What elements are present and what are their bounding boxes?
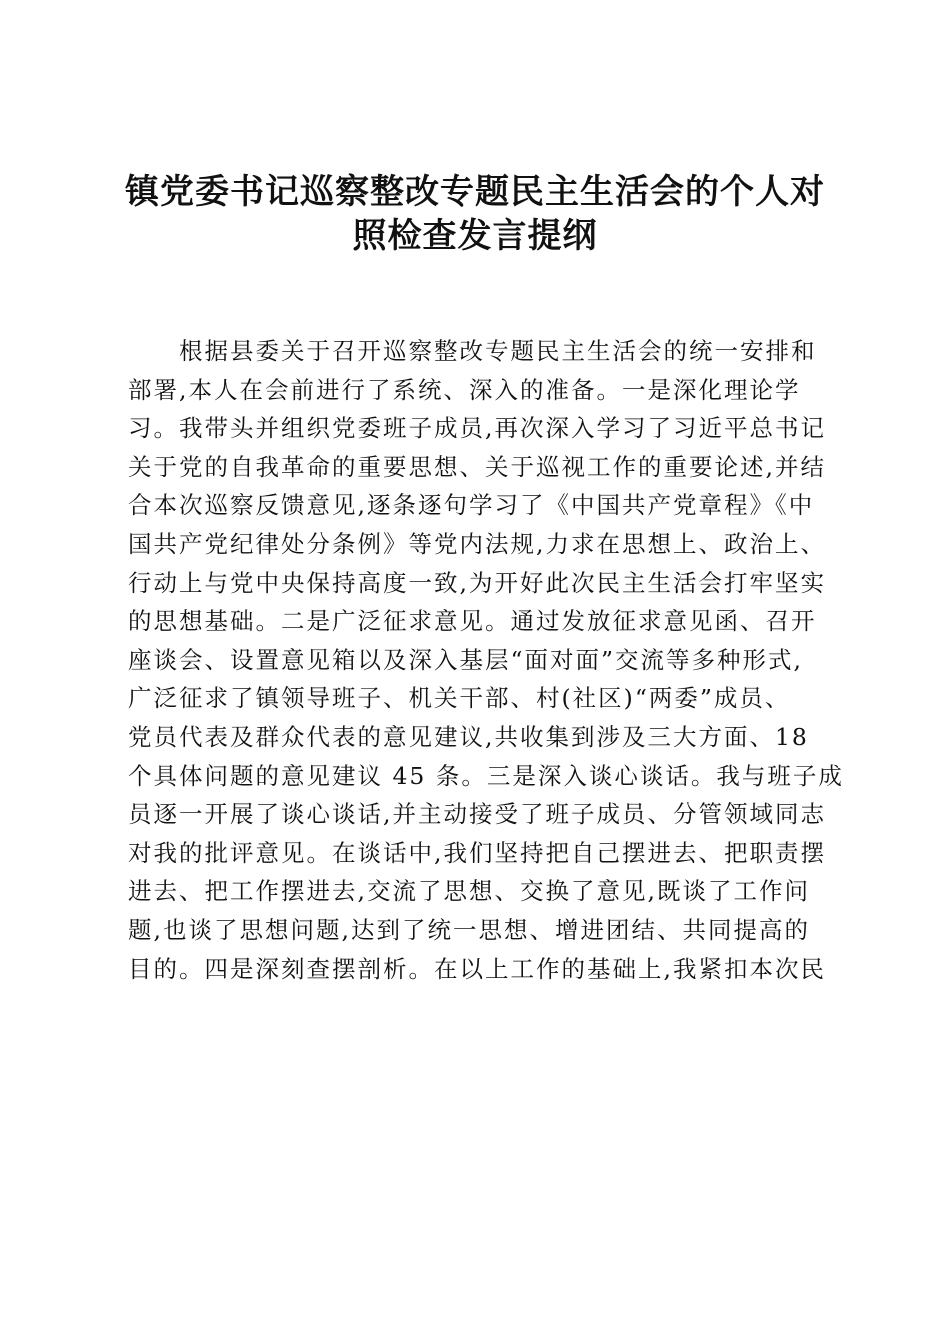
- body-line: 员逐一开展了谈心谈话,并主动接受了班子成员、分管领域同志: [128, 800, 826, 829]
- body-line: 根据县委关于召开巡察整改专题民主生活会的统一安排和: [128, 337, 817, 365]
- body-line: 对我的批评意见。在谈话中,我们坚持把自己摆进去、把职责摆: [128, 838, 826, 867]
- title-line-1: 镇党委书记巡察整改专题民主生活会的个人对: [125, 172, 825, 212]
- title-line-2: 照检查发言提纲: [352, 216, 598, 256]
- body-line: 的思想基础。二是广泛征求意见。通过发放征求意见函、召开: [128, 607, 817, 636]
- body-line: 座谈会、设置意见箱以及深入基层“面对面”交流等多种形式,: [128, 645, 803, 674]
- body-line: 广泛征求了镇领导班子、机关干部、村(社区)“两委”成员、: [128, 684, 791, 713]
- body-line: 党员代表及群众代表的意见建议,共收集到涉及三大方面、18: [128, 722, 809, 751]
- body-line: 国共产党纪律处分条例》等党内法规,力求在思想上、政治上、: [128, 529, 826, 558]
- body-line: 关于党的自我革命的重要思想、关于巡视工作的重要论述,并结: [128, 452, 826, 481]
- body-line: 目的。四是深刻查摆剖析。在以上工作的基础上,我紧扣本次民: [128, 954, 826, 983]
- document-body: [128, 332, 844, 988]
- body-line: 进去、把工作摆进去,交流了思想、交换了意见,既谈了工作问: [128, 877, 810, 906]
- document-title: [110, 170, 840, 258]
- body-line: 题,也谈了思想问题,达到了统一思想、增进团结、共同提高的: [128, 915, 810, 944]
- body-line: 行动上与党中央保持高度一致,为开好此次民主生活会打牢坚实: [128, 568, 826, 597]
- body-line: 部署,本人在会前进行了系统、深入的准备。一是深化理论学: [128, 375, 801, 404]
- body-line: 习。我带头并组织党委班子成员,再次深入学习了习近平总书记: [128, 414, 826, 443]
- body-line: 个具体问题的意见建议 45 条。三是深入谈心谈话。我与班子成: [128, 761, 844, 790]
- body-line: 合本次巡察反馈意见,逐条逐句学习了《中国共产党章程》《中: [128, 491, 815, 520]
